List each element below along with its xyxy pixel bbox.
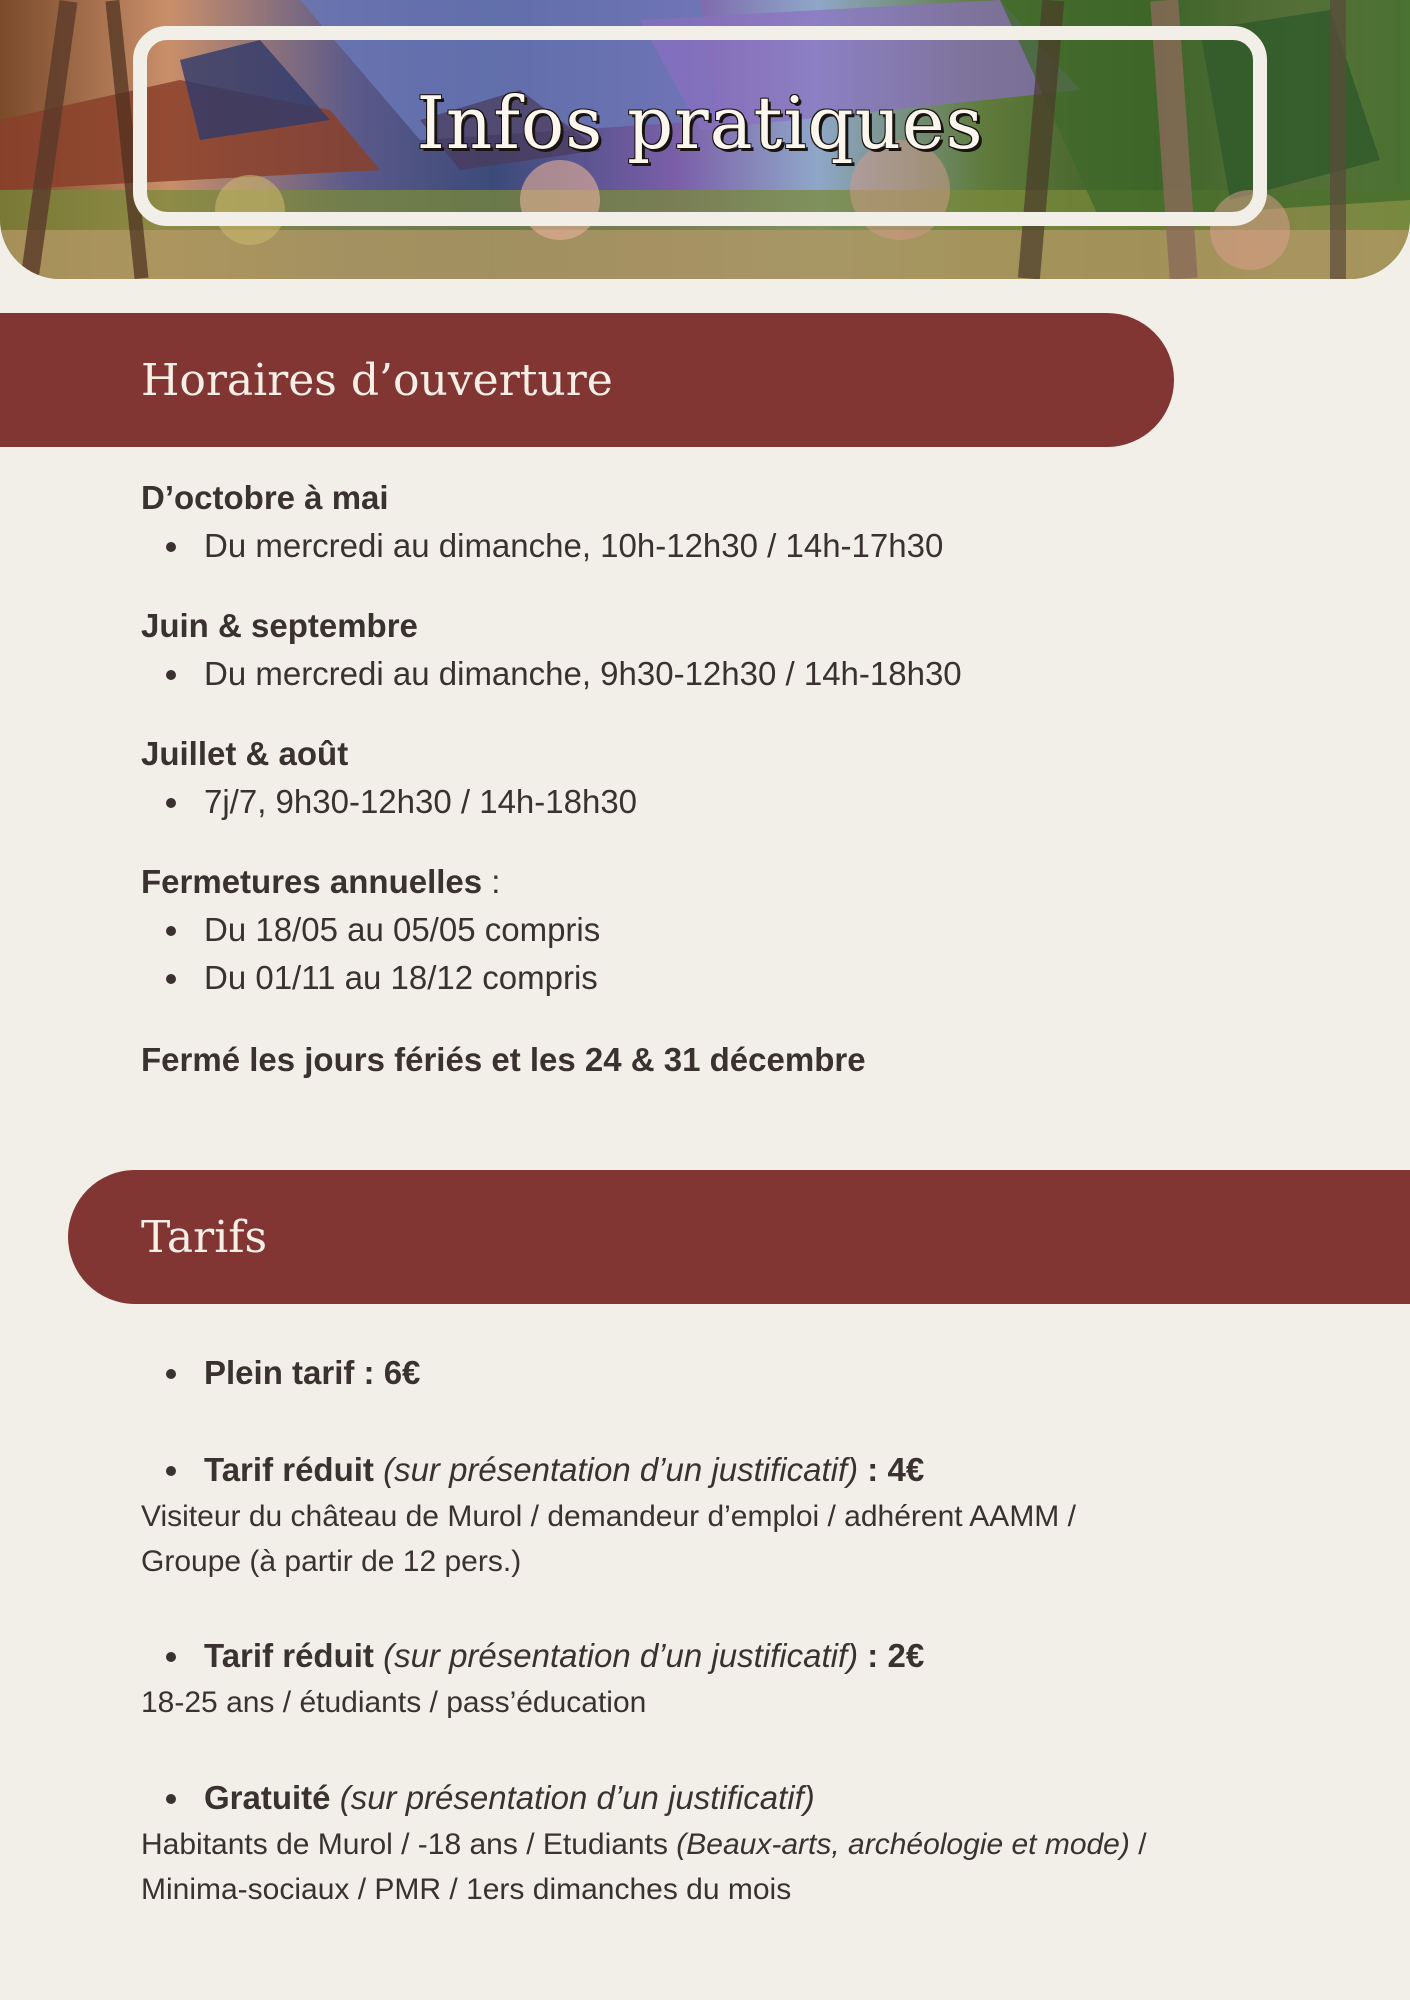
period-label: Juillet & août xyxy=(141,735,349,772)
closures-heading xyxy=(141,858,1301,906)
period-label: D’octobre à mai xyxy=(141,479,389,516)
price-free-line xyxy=(141,1774,1301,1822)
closures-suffix: : xyxy=(482,863,501,900)
holidays-note: Fermé les jours fériés et les 24 & 31 décembre xyxy=(141,1041,866,1078)
price-condition: (sur présentation d’un justificatif) xyxy=(339,1779,815,1816)
price-full-label: Plein tarif : 6€ xyxy=(141,1349,1301,1397)
details-part: / xyxy=(1129,1828,1147,1861)
section-banner-hours xyxy=(0,313,1174,447)
section-title-prices: Tarifs xyxy=(141,1211,268,1263)
price-condition: (sur présentation d’un justificatif) xyxy=(383,1451,859,1488)
details-part: (Beaux-arts, archéologie et mode) xyxy=(676,1828,1130,1861)
price-reduced-4 xyxy=(141,1446,1301,1584)
list-item: Du mercredi au dimanche, 10h-12h30 / 14h-17h30 xyxy=(141,522,1301,570)
title-frame xyxy=(133,26,1267,226)
list-item: 7j/7, 9h30-12h30 / 14h-18h30 xyxy=(141,778,1301,826)
header-painting xyxy=(0,0,1410,279)
list-item: Du 01/11 au 18/12 compris xyxy=(141,954,1301,1002)
list-item: Du 18/05 au 05/05 compris xyxy=(141,906,1301,954)
period-june-september xyxy=(141,602,1301,698)
price-reduced-2 xyxy=(141,1632,1301,1725)
price-details: Minima-sociaux / PMR / 1ers dimanches du mois xyxy=(141,1873,792,1906)
price-reduced-4-line xyxy=(141,1446,1301,1494)
price-label: Tarif réduit xyxy=(204,1637,374,1674)
price-details: Visiteur du château de Murol / demandeur d’emploi / adhérent AAMM / xyxy=(141,1500,1076,1533)
section-title-hours: Horaires d’ouverture xyxy=(141,354,613,406)
price-free xyxy=(141,1774,1301,1912)
period-july-august xyxy=(141,730,1301,826)
closures-label: Fermetures annuelles xyxy=(141,863,483,900)
price-full xyxy=(141,1349,1301,1397)
annual-closures xyxy=(141,858,1301,1002)
period-label: Juin & septembre xyxy=(141,607,418,644)
price-label: Tarif réduit xyxy=(204,1451,374,1488)
section-banner-prices xyxy=(68,1170,1410,1304)
price-condition: (sur présentation d’un justificatif) xyxy=(383,1637,859,1674)
list-item: Du mercredi au dimanche, 9h30-12h30 / 14h-18h30 xyxy=(141,650,1301,698)
period-october-may xyxy=(141,474,1301,570)
price-value: : 2€ xyxy=(858,1637,925,1674)
price-reduced-2-line xyxy=(141,1632,1301,1680)
page-title: Infos pratiques xyxy=(416,81,984,165)
price-details: Groupe (à partir de 12 pers.) xyxy=(141,1545,522,1578)
price-value: : 4€ xyxy=(858,1451,925,1488)
details-part: Habitants de Murol / -18 ans / Etudiants xyxy=(141,1828,677,1861)
price-details xyxy=(141,1822,1301,1867)
price-label: Gratuité xyxy=(204,1779,331,1816)
price-details: 18-25 ans / étudiants / pass’éducation xyxy=(141,1686,647,1719)
